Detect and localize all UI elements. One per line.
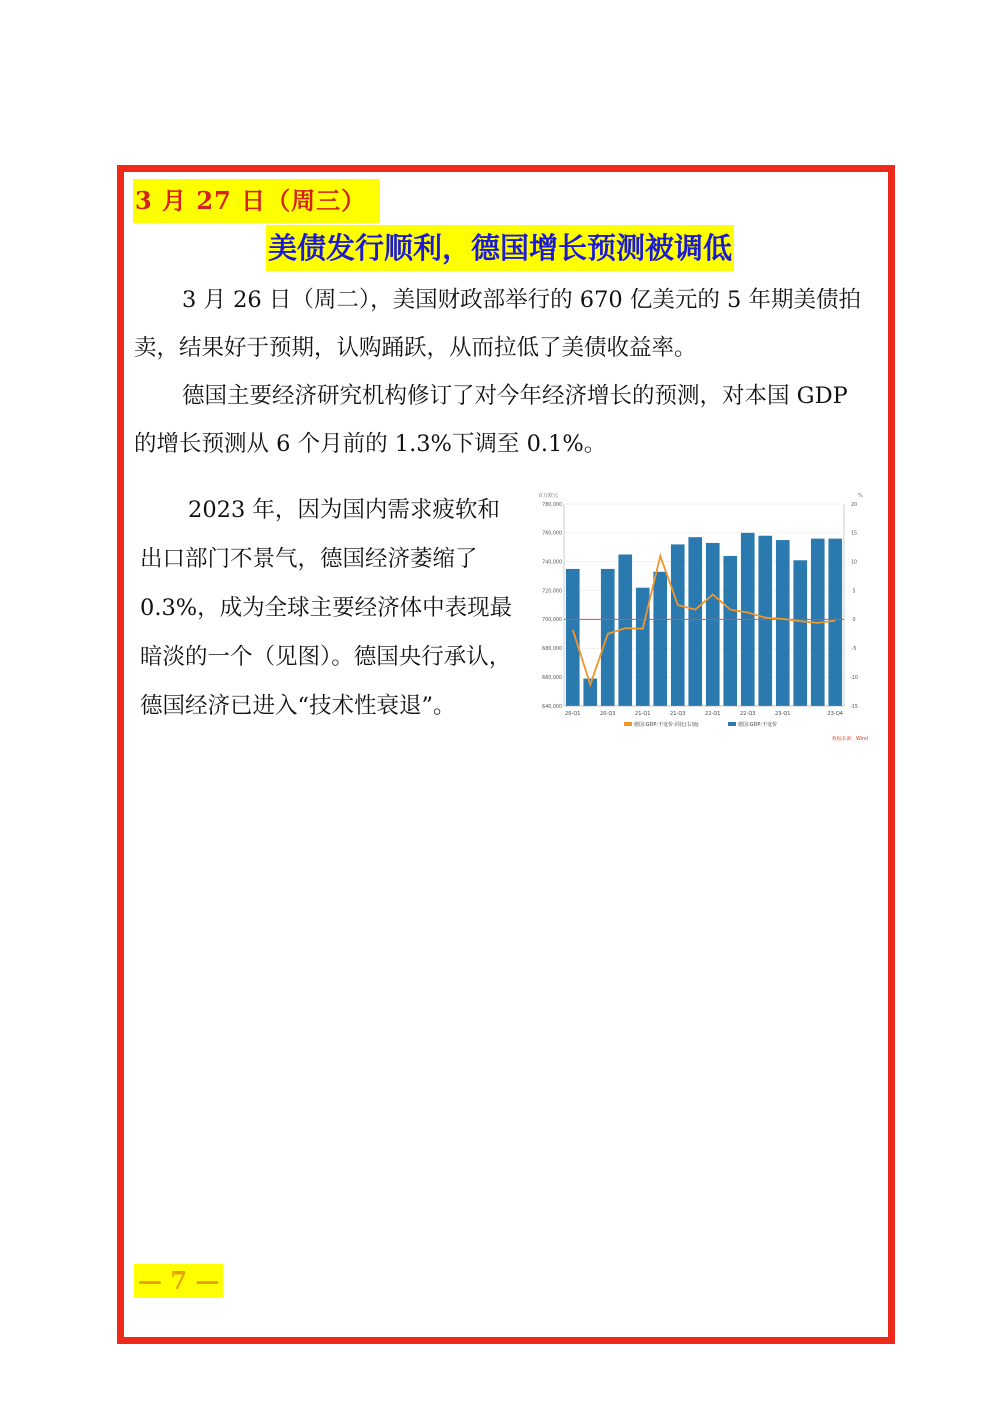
x-tick-label: 20-Q3: [600, 711, 616, 717]
gdp-bar: [793, 560, 807, 706]
gdp-bar: [758, 536, 772, 706]
left-axis-unit: 百万欧元: [538, 493, 559, 499]
left-tick-label: 640,000: [542, 704, 562, 710]
gdp-bar: [601, 569, 615, 706]
x-tick-label: 23-Q4: [827, 711, 843, 717]
gdp-bar: [776, 540, 790, 706]
legend-label-gdp: 德国:GDP:不变价: [738, 722, 778, 728]
x-tick-label: 23-Q1: [775, 711, 791, 717]
x-tick-label: 22-Q3: [740, 711, 756, 717]
x-tick-label: 21-Q1: [635, 711, 651, 717]
right-tick-label: -10: [850, 675, 858, 681]
page-number: — 7 —: [134, 1264, 223, 1298]
right-axis-unit: %: [858, 493, 863, 499]
right-tick-label: 0: [852, 618, 856, 624]
x-tick-label: 22-Q1: [705, 711, 721, 717]
gdp-bar: [828, 539, 842, 706]
paragraph-germany-forecast: 德国主要经济研究机构修订了对今年经济增长的预测，对本国 GDP 的增长预测从 6 个月前的 1.3%下调至 0.1%。: [134, 383, 848, 457]
right-tick-label: 15: [850, 531, 858, 537]
left-tick-label: 740,000: [542, 560, 562, 566]
gdp-bar: [566, 569, 580, 706]
date-label: 3 月 27 日（周三）: [133, 179, 380, 223]
right-tick-label: 5: [852, 589, 856, 595]
gdp-bar: [688, 537, 702, 706]
legend-swatch-bar: [728, 722, 736, 726]
left-tick-label: 700,000: [542, 618, 562, 624]
left-tick-label: 680,000: [542, 647, 562, 653]
paragraph-treasury-auction: 3 月 26 日（周二），美国财政部举行的 670 亿美元的 5 年期美债拍卖，结果好于预期，认购踊跃，从而拉低了美债收益率。: [134, 287, 862, 361]
left-tick-label: 660,000: [542, 675, 562, 681]
legend-label-yoy: 德国:GDP:不变价:同比(右轴): [634, 722, 699, 728]
germany-gdp-chart: [536, 486, 876, 748]
gdp-bar: [723, 556, 737, 706]
right-tick-label: 10: [850, 560, 858, 566]
x-tick-label: 21-Q3: [670, 711, 686, 717]
chart-source: 数据来源：Wind: [831, 737, 868, 742]
left-tick-label: 760,000: [542, 531, 562, 537]
paragraph-germany-2023: 2023 年，因为国内需求疲软和出口部门不景气，德国经济萎缩了 0.3%，成为全球主要经济体中表现最暗淡的一个（见图）。德国央行承认，德国经济已进入“技术性衰退”。: [140, 497, 513, 719]
right-tick-label: -5: [851, 647, 857, 653]
right-tick-label: 20: [850, 502, 858, 508]
gdp-bar: [653, 572, 667, 706]
right-tick-label: -15: [850, 704, 858, 710]
gdp-bar: [706, 543, 720, 706]
gdp-bar: [671, 544, 685, 706]
legend-swatch-line: [624, 722, 632, 726]
left-tick-label: 720,000: [542, 589, 562, 595]
left-tick-label: 780,000: [542, 502, 562, 508]
x-tick-label: 20-Q1: [565, 711, 581, 717]
headline: 美债发行顺利，德国增长预测被调低: [266, 225, 734, 271]
